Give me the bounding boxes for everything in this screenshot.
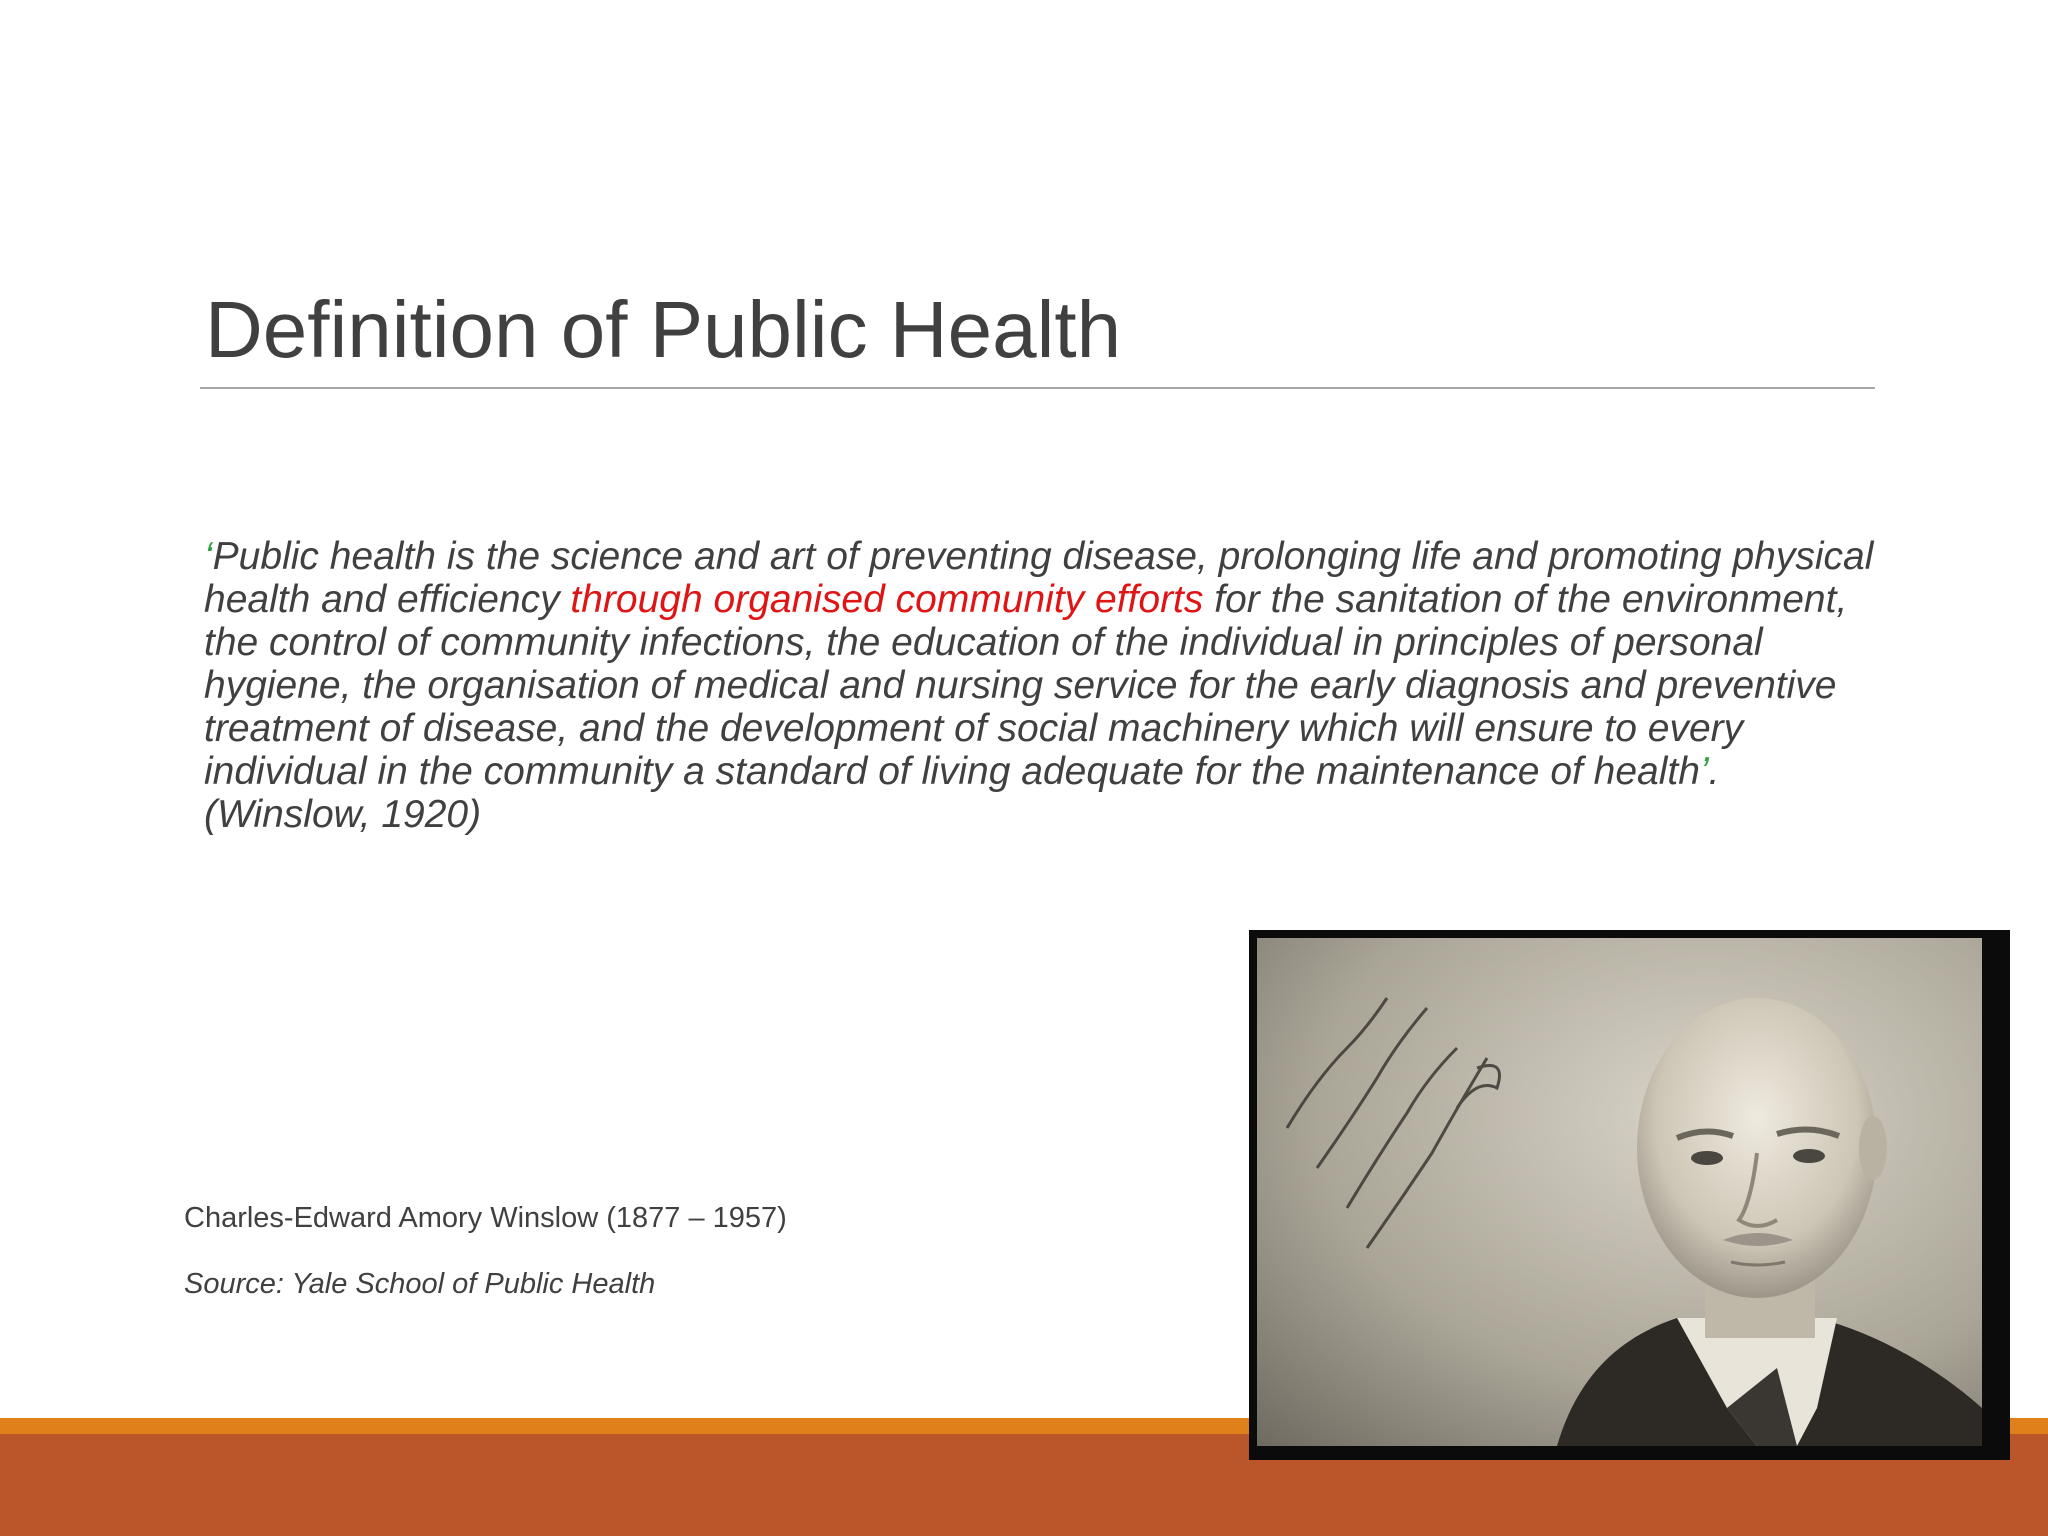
close-quote-mark: ’ [1699, 750, 1709, 793]
photo-source: Source: Yale School of Public Health [184, 1268, 656, 1300]
open-quote-mark: ‘ [204, 535, 213, 578]
quote-highlight: through organised community efforts [570, 578, 1204, 621]
photo-caption: Charles-Edward Amory Winslow (1877 – 1957) [184, 1202, 787, 1234]
winslow-quote [204, 535, 1884, 836]
portrait-frame [1249, 930, 2010, 1460]
quote-text-before: Public health is the science and art of preventing disease, prolonging life and promoting physical health and efficiency [204, 535, 1874, 621]
slide-title: Definition of Public Health [205, 285, 1122, 374]
title-divider [200, 387, 1875, 389]
quote-citation: . (Winslow, 1920) [204, 750, 1720, 836]
portrait-photo [1257, 938, 1982, 1446]
quote-text-after: for the sanitation of the environment, the control of community infections, the education of the individual in principles of personal hygiene, the organisation of medical and nursing service for the early diagnosis and preventive treatment of disease, and the development of social machinery which will ensure to every individual in the community a standard of living adequate for the maintenance of health [204, 578, 1848, 793]
